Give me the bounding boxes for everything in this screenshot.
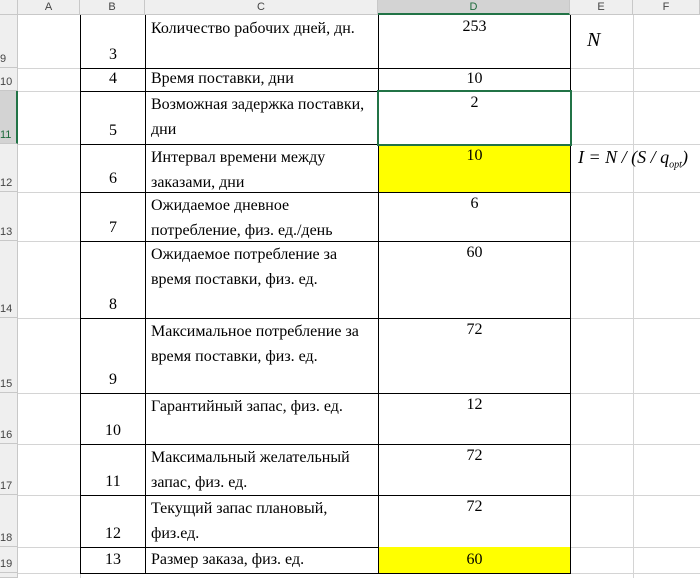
cell-d19[interactable]: 60 [378, 547, 571, 574]
cell-d9[interactable]: 253 [378, 15, 571, 69]
row-header[interactable]: 14 [0, 241, 18, 318]
row-header[interactable]: 16 [0, 393, 18, 444]
cell-b14[interactable]: 8 [80, 241, 146, 319]
formula-close: ) [681, 147, 688, 167]
row-header[interactable]: 9 [0, 15, 18, 68]
cell-c18[interactable]: Текущий запас плановый, физ.ед. [145, 495, 379, 548]
cell-c10[interactable]: Время поставки, дни [145, 68, 379, 92]
column-header-a[interactable]: A [18, 0, 80, 15]
cell-c15[interactable]: Максимальное потребление за время поставки, физ. ед. [145, 318, 379, 394]
cell-d16[interactable]: 12 [378, 393, 571, 445]
row-header[interactable]: 18 [0, 495, 18, 547]
column-header-c[interactable]: C [145, 0, 378, 15]
cell-c19[interactable]: Размер заказа, физ. ед. [145, 547, 379, 574]
cell-b9[interactable]: 3 [80, 15, 146, 69]
row-header[interactable]: 12 [0, 144, 18, 192]
cell-c17[interactable]: Максимальный желательный запас, физ. ед. [145, 444, 379, 496]
cell-c16[interactable]: Гарантийный запас, физ. ед. [145, 393, 379, 445]
formula-main: I = N / (S / q [578, 147, 670, 167]
cell-d18[interactable]: 72 [378, 495, 571, 548]
formula-subscript: opt [669, 159, 682, 171]
cell-b16[interactable]: 10 [80, 393, 146, 445]
formula-n[interactable]: N [587, 29, 601, 51]
cell-d11[interactable]: 2 [378, 91, 571, 145]
row-header[interactable]: 15 [0, 318, 18, 393]
cell-b10[interactable]: 4 [80, 68, 146, 92]
cell-d13[interactable]: 6 [378, 192, 571, 242]
column-header-e[interactable]: E [570, 0, 633, 15]
column-header-f[interactable]: F [633, 0, 700, 15]
cell-c13[interactable]: Ожидаемое дневное потребление, физ. ед./день [145, 192, 379, 242]
cell-b12[interactable]: 6 [80, 144, 146, 193]
row-header[interactable]: 19 [0, 547, 18, 573]
selected-cell-outline [377, 90, 572, 146]
cell-d17[interactable]: 72 [378, 444, 571, 496]
cell-c11[interactable]: Возможная задержка поставки, дни [145, 91, 379, 145]
row-header[interactable]: 10 [0, 68, 18, 91]
cell-d14[interactable]: 60 [378, 241, 571, 319]
row-header[interactable] [0, 573, 18, 578]
cell-c14[interactable]: Ожидаемое потребление за время поставки, физ. ед. [145, 241, 379, 319]
gridline [633, 15, 634, 578]
cell-b19[interactable]: 13 [80, 547, 146, 574]
row-header[interactable]: 11 [0, 91, 18, 144]
cell-c12[interactable]: Интервал времени между заказами, дни [145, 144, 379, 193]
row-header[interactable]: 13 [0, 192, 18, 241]
select-all-corner[interactable] [0, 0, 18, 15]
cell-b11[interactable]: 5 [80, 91, 146, 145]
formula-interval[interactable] [578, 147, 688, 171]
column-header-d[interactable]: D [378, 0, 570, 15]
cell-c9[interactable]: Количество рабочих дней, дн. [145, 15, 379, 69]
cell-b17[interactable]: 11 [80, 444, 146, 496]
cell-d10[interactable]: 10 [378, 68, 571, 92]
cell-b15[interactable]: 9 [80, 318, 146, 394]
cell-d12[interactable]: 10 [378, 144, 571, 193]
column-header-b[interactable]: B [80, 0, 145, 15]
cell-b13[interactable]: 7 [80, 192, 146, 242]
cell-b18[interactable]: 12 [80, 495, 146, 548]
cell-d15[interactable]: 72 [378, 318, 571, 394]
row-header[interactable]: 17 [0, 444, 18, 495]
